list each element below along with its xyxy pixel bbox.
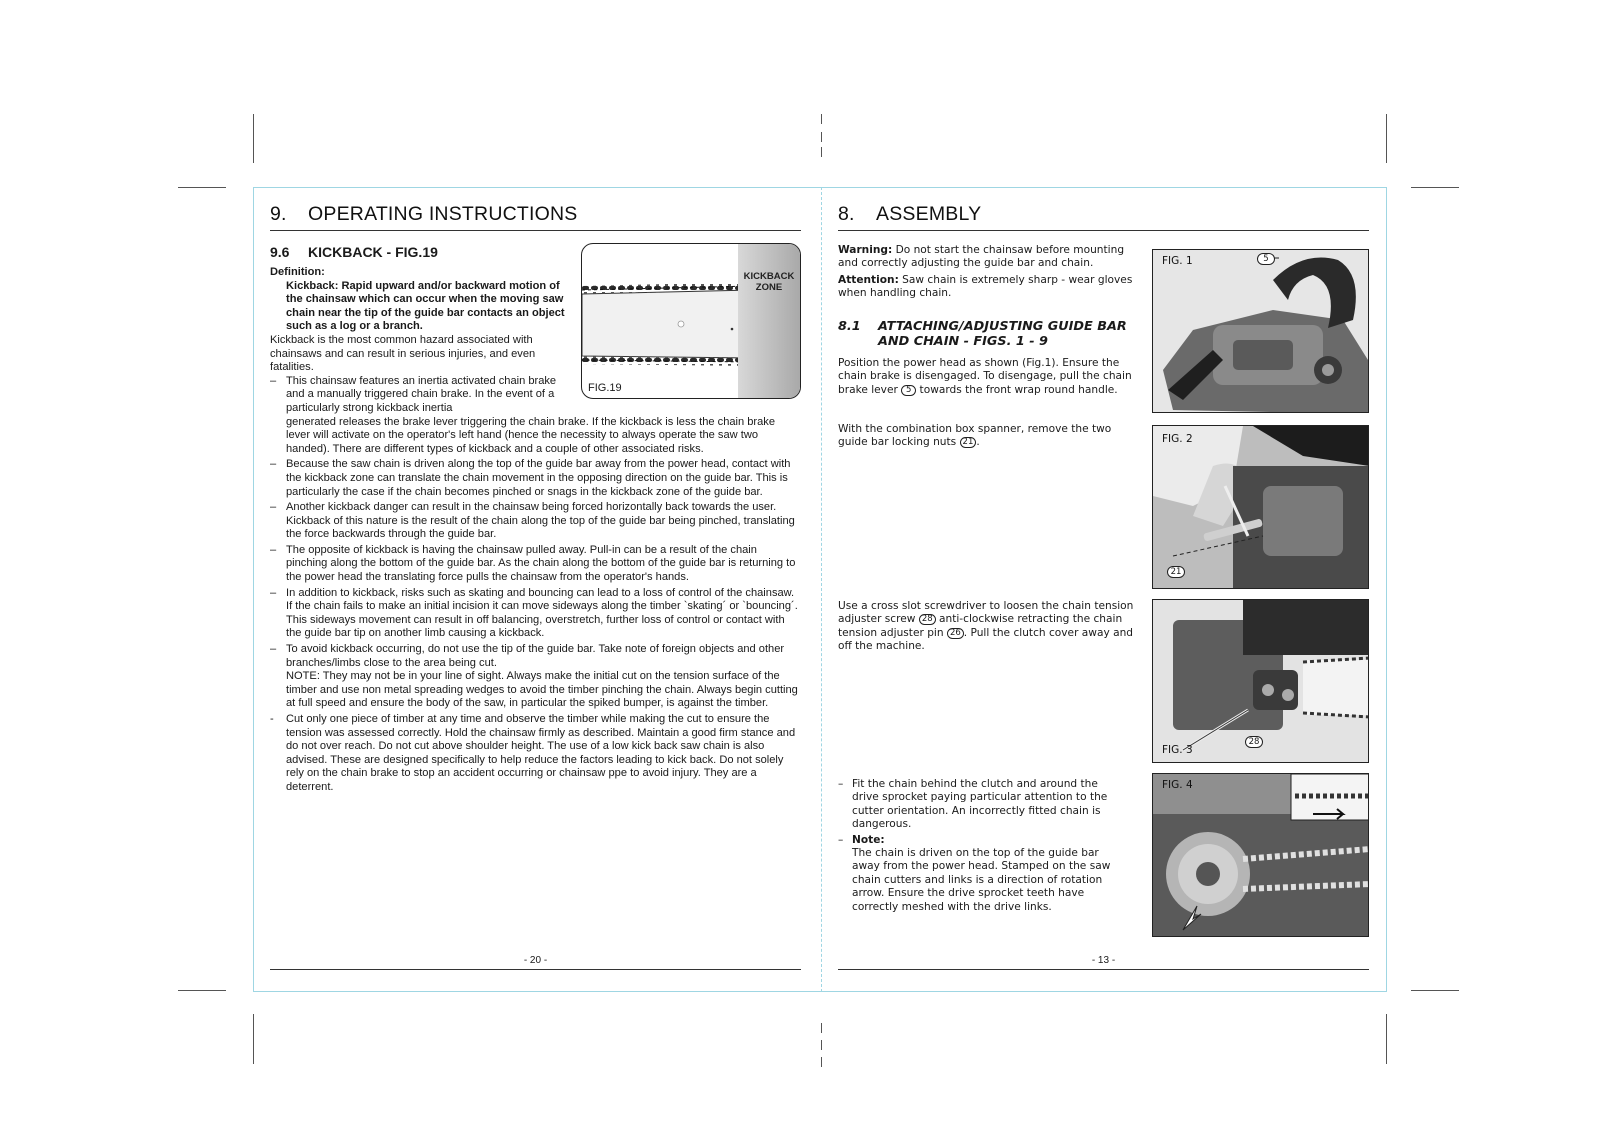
list-item-text: Another kickback danger can result in the chainsaw being forced horizontally back towards the user. Kickback of this nature is the result of the chain along the top of the guide bar being pinched, translating the force backwards through the guide bar. — [286, 501, 795, 541]
figure-19 — [581, 243, 801, 399]
list-item: – Fit the chain behind the clutch and around the drive sprocket paying particular attention to the cutter orientation. An incorrectly fitted chain is dangerous. — [838, 778, 1108, 831]
figure-label: FIG. 3 — [1162, 744, 1193, 756]
list-item-text: This chainsaw features an inertia activated chain brake and a manually triggered chain brake. In the event of a particularly strong kickback inertia — [286, 374, 557, 414]
figure-caption: FIG.19 — [588, 382, 622, 394]
chainsaw-power-head-image — [1153, 250, 1369, 413]
footer-rule — [270, 969, 801, 970]
right-page — [838, 187, 1369, 966]
crop-mark — [178, 187, 226, 188]
crop-mark — [253, 1014, 254, 1064]
reference-number: 28 — [919, 614, 936, 625]
paragraph — [838, 778, 1122, 914]
crop-mark — [1411, 990, 1459, 991]
list-item: – This chainsaw features an inertia activated chain brake and a manually triggered chain brake. In the event of a particularly strong kickback inertia generated releases the brake lever triggering the chain brake. If the kickback is less the chain brake lever will activate on the operator's left hand (hence the necessity to always operate the saw two handed). There are different types of kickback and a couple of other associated risks. — [270, 375, 801, 457]
left-page — [270, 187, 801, 966]
list-item-text: To avoid kickback occurring, do not use the tip of the guide bar. Take note of foreign objects and other branches/limbs close to the area being cut. — [286, 643, 785, 669]
list-item-text: The opposite of kickback is having the chainsaw pulled away. Pull-in can be a result of the chain pinching along the bottom of the guide bar. As the chain along the bottom of the guide bar is returning to the power head the translating force pulls the chainsaw from the operator's hands. — [286, 543, 796, 584]
callout-number: 28 — [1245, 736, 1263, 748]
figure-label: FIG. 4 — [1162, 779, 1193, 791]
crop-mark — [1386, 1014, 1387, 1064]
page-title: 8. ASSEMBLY — [838, 187, 1369, 231]
fold-line — [821, 187, 822, 992]
list-item: – The opposite of kickback is having the chainsaw pulled away. Pull-in can be a result of the chain pinching along the bottom of the guide bar. As the chain along the bottom of the guide bar is returning to the power head the translating force pulls the chainsaw from the operator's hands. — [270, 544, 801, 585]
list-item: – Because the saw chain is driven along the top of the guide bar away from the power head, contact with the kickback zone can translate the chain movement in the opposing direction on the guide bar. This is particularly the case if the chain becomes pinched or snags in the kickback zone of the guide bar. — [270, 458, 801, 499]
reference-number: 21 — [960, 437, 977, 448]
fold-mark — [821, 1057, 822, 1067]
page-title: 9. OPERATING INSTRUCTIONS — [270, 187, 801, 231]
warning-block: Warning: Do not start the chainsaw before mounting and correctly adjusting the guide bar and chain. Attention: Saw chain is extremely sharp - wear gloves when handling chain. — [838, 244, 1133, 300]
fold-mark — [821, 1023, 822, 1033]
crop-mark — [1411, 187, 1459, 188]
definition-label: Definition: — [270, 266, 325, 278]
callout-number: 5 — [1257, 253, 1275, 265]
fold-mark — [821, 147, 822, 157]
reference-number: 5 — [901, 385, 916, 396]
page-number: - 20 - — [523, 955, 548, 966]
footer-rule — [838, 969, 1369, 970]
removing-nuts-image — [1153, 426, 1369, 589]
paragraph: With the combination box spanner, remove the two guide bar locking nuts 21 . — [838, 423, 1112, 449]
paragraph: Use a cross slot screwdriver to loosen the chain tension adjuster screw 28 anti-clockwise retracting the chain tension adjuster pin 26 . Pull the clutch cover away and off the machine. — [838, 600, 1134, 653]
crop-mark — [253, 114, 254, 163]
list-item-text: generated releases the brake lever triggering the chain brake. If the kickback is less the chain brake lever will activate on the operator's left hand (hence the necessity to always operate the saw two handed). There are different types of kickback and a couple of other associated risks. — [286, 415, 776, 455]
kickback-zone-shading — [738, 244, 800, 399]
fold-mark — [821, 132, 822, 142]
fitting-chain-image — [1153, 774, 1369, 937]
list-item: - Cut only one piece of timber at any time and observe the timber while making the cut to ensure the tension was assessed correctly. Hold the chainsaw firmly as described. Maintain a good firm stance and do not over reach. Do not cut above shoulder height. The use of a low kick back saw chain is also advised. These are designed specifically to help reduce the factors leading to kick back. Do not solely rely on the chain brake to stop an accident occurring or chainsaw ppe to avoid injury. They are a deterrent. — [270, 713, 801, 795]
crop-mark — [178, 990, 226, 991]
list-item-text: Cut only one piece of timber at any time and observe the timber while making the cut to ensure the tension was assessed correctly. Hold the chainsaw firmly as described. Maintain a good firm stance and do not over reach. Do not cut above shoulder height. The use of a low kick back saw chain is also advised. These are designed specifically to help reduce the factors leading to kick back. Do not solely rely on the chain brake to stop an accident occurring or chainsaw ppe to avoid injury. They are a deterrent. — [286, 713, 796, 793]
list-item: – Note: The chain is driven on the top of the guide bar away from the power head. Stamped on the saw chain cutters and links is a direction of rotation arrow. Ensure the drive sprocket teeth have correctly meshed with the drive links. — [838, 833, 1111, 913]
paragraph: Position the power head as shown (Fig.1). Ensure the chain brake is disengaged. To disengage, pull the chain brake lever 5 towards the front wrap round handle. — [838, 357, 1132, 396]
kickback-zone-label: KICKBACK ZONE — [743, 271, 795, 293]
list-item: – To avoid kickback occurring, do not use the tip of the guide bar. Take note of foreign objects and other branches/limbs close to the area being cut. NOTE: They may not be in your line of sight. Always make the initial cut on the tension surface of the timber and use non metal spreading wedges to avoid the timber pinching the chain. Always begin cutting at full speed and ensure the body of the saw, in particular the spiked bumper, is against the timber. — [270, 643, 801, 711]
figure-label: FIG. 2 — [1162, 433, 1193, 445]
list-item-text: In addition to kickback, risks such as skating and bouncing can lead to a loss of control of the chainsaw. If the chain fails to make an initial incision it can move sideways along the timber `skating´ or `bouncing´. This sideways movement can result in off balancing, overstretch, further loss of control or contact with the guide bar tip on another limb causing a kickback. — [286, 586, 798, 640]
list-item: – In addition to kickback, risks such as skating and bouncing can lead to a loss of control of the chainsaw. If the chain fails to make an initial incision it can move sideways along the timber `skating´ or `bouncing´. This sideways movement can result in off balancing, overstretch, further loss of control or contact with the guide bar tip on another limb causing a kickback. — [270, 587, 801, 641]
figure-4-photo — [1152, 773, 1369, 937]
callout-number: 21 — [1167, 566, 1185, 578]
page-number: - 13 - — [1091, 955, 1116, 966]
subsection-heading: 8.1 ATTACHING/ADJUSTING GUIDE BAR AND CHAIN - FIGS. 1 - 9 — [838, 319, 1127, 350]
list-item: – Another kickback danger can result in the chainsaw being forced horizontally back towards the user. Kickback of this nature is the result of the chain along the top of the guide bar being pinched, translating the force backwards through the guide bar. — [270, 501, 801, 542]
definition-text: Kickback: Rapid upward and/or backward motion of the chainsaw which can occur when the moving saw chain near the tip of the guide bar contacts an object such as a log or a branch. — [286, 279, 565, 333]
crop-mark — [1386, 114, 1387, 163]
note-text: NOTE: They may not be in your line of sight. Always make the initial cut on the tension surface of the timber and use non metal spreading wedges to avoid the timber pinching the chain. Always begin cutting at full speed and ensure the body of the saw, in particular the spiked bumper, is against the timber. — [286, 670, 798, 710]
intro-paragraph: Kickback is the most common hazard associated with chainsaws and can result in serious injuries, and even fatalities. — [270, 333, 536, 374]
figure-label: FIG. 1 — [1162, 255, 1193, 267]
reference-number: 26 — [947, 628, 964, 639]
fold-mark — [821, 114, 822, 124]
section-heading: 9.6 KICKBACK - FIG.19 — [270, 244, 438, 260]
fold-mark — [821, 1040, 822, 1050]
figure-2-photo — [1152, 425, 1369, 589]
figure-3-photo — [1152, 599, 1369, 763]
list-item-text: Because the saw chain is driven along the top of the guide bar away from the power head, contact with the kickback zone can translate the chain movement in the opposing direction on the guide bar. This is particularly the case if the chain becomes pinched or snags in the kickback zone of the guide bar. — [286, 458, 791, 498]
figure-1-photo — [1152, 249, 1369, 413]
